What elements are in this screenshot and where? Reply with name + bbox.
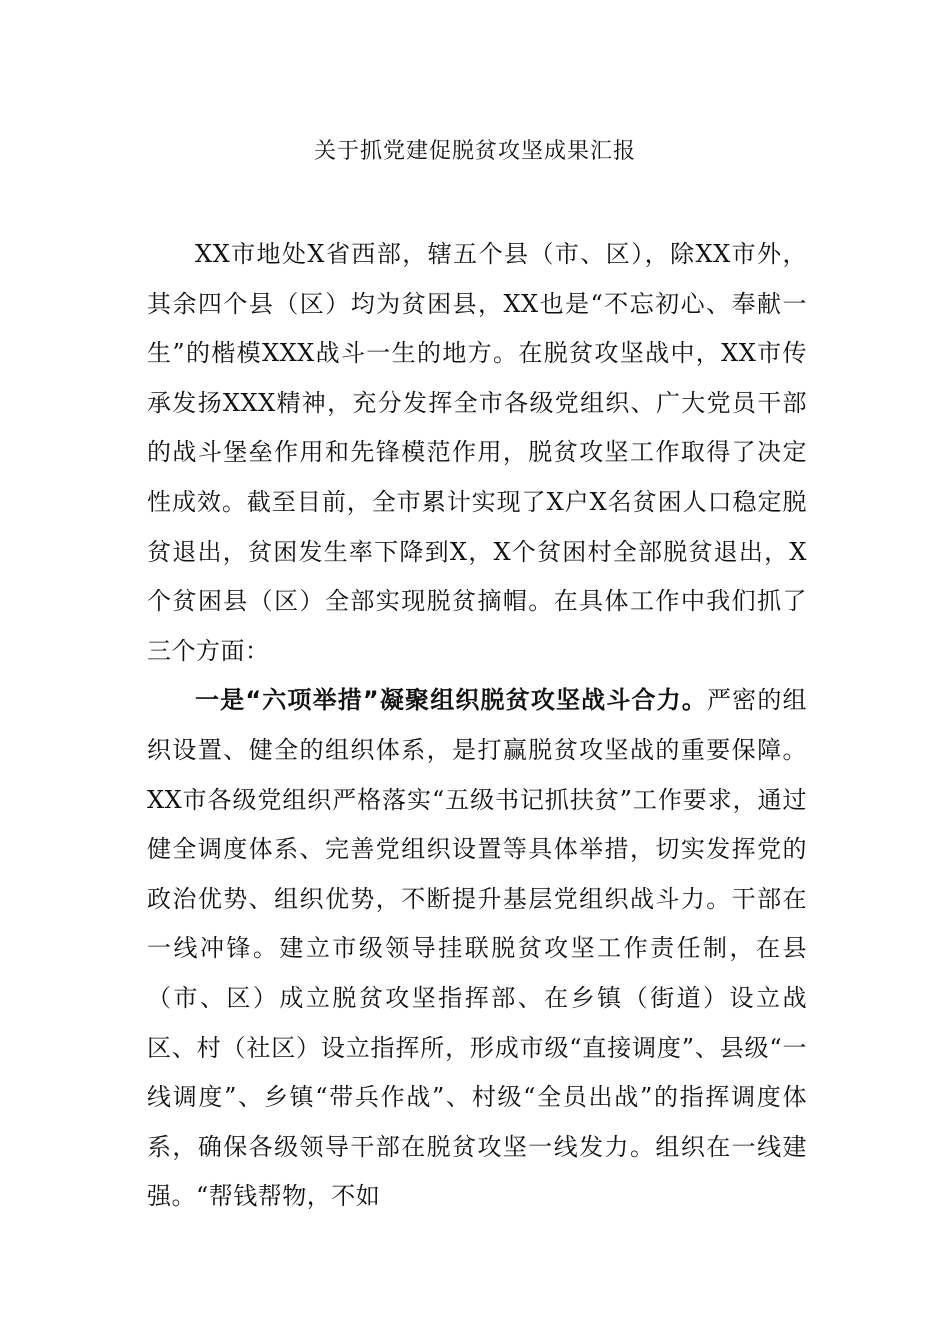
document-body [147,230,807,1222]
document-title: 关于抓党建促脱贫攻坚成果汇报 [313,139,636,164]
paragraph-intro [147,230,807,676]
paragraph-intro-text: XX市地处X省西部，辖五个县（市、区），除XX市外，其余四个县（区）均为贫困县，XX也是“不忘初心、奉献一生”的楷模XXX战斗一生的地方。在脱贫攻坚战中，XX市传承发扬XXX精神，充分发挥全市各级党组织、广大党员干部的战斗堡垒作用和先锋模范作用，脱贫攻坚工作取得了决定性成效。截至目前，全市累计实现了X户X名贫困人口稳定脱贫退出，贫困发生率下降到X，X个贫困村全部脱贫退出，X个贫困县（区）全部实现脱贫摘帽。在具体工作中我们抓了三个方面： [147,240,807,665]
paragraph-first-point-text: 严密的组织设置、健全的组织体系，是打赢脱贫攻坚战的重要保障。XX市各级党组织严格落实“五级书记抓扶贫”工作要求，通过健全调度体系、完善党组织设置等具体举措，切实发挥党的政治优势、组织优势，不断提升基层党组织战斗力。干部在一线冲锋。建立市级领导挂联脱贫攻坚工作责任制，在县（市、区）成立脱贫攻坚指挥部、在乡镇（街道）设立战区、村（社区）设立指挥所，形成市级“直接调度”、县级“一线调度”、乡镇“带兵作战”、村级“全员出战”的指挥调度体系，确保各级领导干部在脱贫攻坚一线发力。组织在一线建强。“帮钱帮物，不如 [147,686,808,1211]
paragraph-first-point-lead: 一是“六项举措”凝聚组织脱贫攻坚战斗合力。 [195,686,708,715]
paragraph-first-point [147,676,807,1222]
